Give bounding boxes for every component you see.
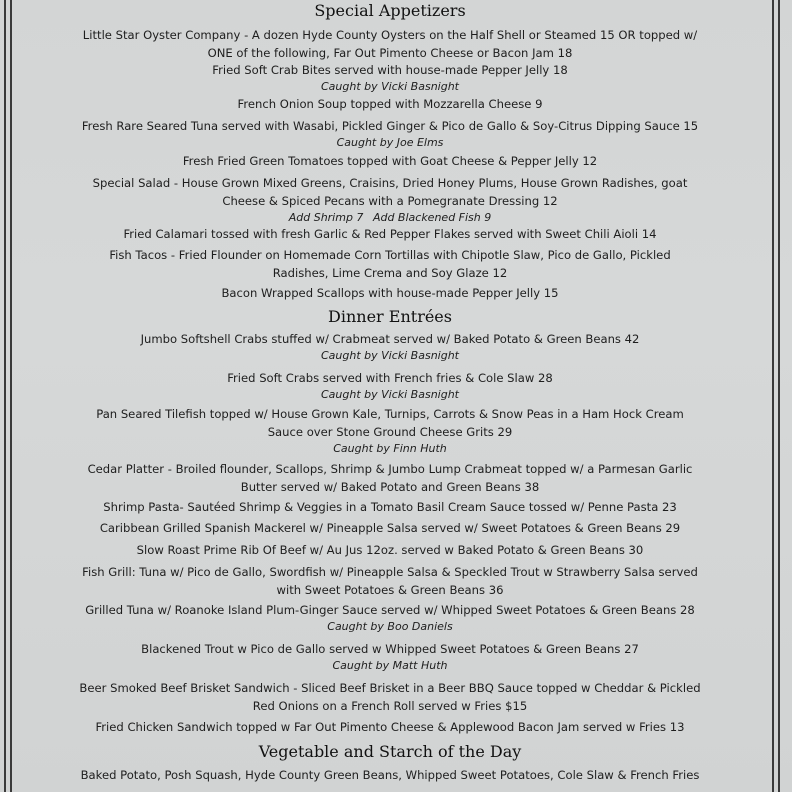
item-credit: Caught by Boo Daniels	[327, 620, 453, 633]
item-text: Slow Roast Prime Rib Of Beef w/ Au Jus 12oz. served w Baked Potato & Green Beans 30	[136, 543, 644, 557]
item-text-cont: Radishes, Lime Crema and Soy Glaze 12	[272, 266, 508, 280]
item-text: Fried Chicken Sandwich topped w Far Out Pimento Cheese & Applewood Bacon Jam served w Fries 13	[95, 720, 685, 734]
item-text: Fresh Fried Green Tomatoes topped with Goat Cheese & Pepper Jelly 12	[182, 154, 598, 168]
border-rule	[772, 0, 774, 792]
item-text-cont: Sauce over Stone Ground Cheese Grits 29	[267, 425, 513, 439]
menu-item	[60, 225, 720, 243]
item-credit: Caught by Vicki Basnight	[320, 80, 459, 93]
section-heading: Vegetable and Starch of the Day	[258, 742, 522, 761]
border-rule	[10, 0, 12, 792]
menu-item	[60, 284, 720, 302]
menu-item	[60, 718, 720, 736]
item-text: Fried Soft Crabs served with French fries & Cole Slaw 28	[227, 371, 553, 385]
menu-item	[60, 601, 720, 635]
appetizers-section	[60, 0, 720, 22]
item-credit: Caught by Vicki Basnight	[320, 349, 459, 362]
item-text: Little Star Oyster Company - A dozen Hyde County Oysters on the Half Shell or Steamed 15 OR topped w/	[82, 28, 698, 42]
menu-item	[60, 330, 720, 364]
menu-item	[60, 117, 720, 151]
item-text-cont: Cheese & Spiced Pecans with a Pomegranate Dressing 12	[222, 194, 558, 208]
item-text: Fried Soft Crab Bites served with house-made Pepper Jelly 18	[212, 63, 568, 77]
item-text: Fresh Rare Seared Tuna served with Wasabi, Pickled Ginger & Pico de Gallo & Soy-Citrus Dipping Sauce 15	[81, 119, 699, 133]
border-rule	[778, 0, 780, 792]
item-text: Grilled Tuna w/ Roanoke Island Plum-Ginger Sauce served w/ Whipped Sweet Potatoes & Green Beans 28	[85, 603, 695, 617]
menu-item	[60, 563, 720, 599]
menu-item	[60, 246, 720, 282]
item-text: Jumbo Softshell Crabs stuffed w/ Crabmeat served w/ Baked Potato & Green Beans 42	[140, 332, 640, 346]
item-text-cont: Red Onions on a French Roll served w Fries $15	[252, 699, 528, 713]
section-heading: Dinner Entrées	[328, 307, 452, 326]
menu-item	[60, 369, 720, 403]
menu-item	[60, 519, 720, 537]
item-addons	[60, 210, 720, 226]
border-rule	[4, 0, 6, 792]
menu-item	[60, 679, 720, 715]
menu-item	[60, 61, 720, 95]
item-text: Fish Grill: Tuna w/ Pico de Gallo, Swordfish w/ Pineapple Salsa & Speckled Trout w Strawberry Salsa served	[82, 565, 698, 579]
item-text: Caribbean Grilled Spanish Mackerel w/ Pineapple Salsa served w/ Sweet Potatoes & Green Beans 29	[99, 521, 681, 535]
sides-text: Baked Potato, Posh Squash, Hyde County Green Beans, Whipped Sweet Potatoes, Cole Slaw & French Fries	[80, 768, 700, 782]
menu-item	[60, 460, 720, 496]
sides-section	[60, 741, 720, 763]
addon-fish: Add Blackened Fish 9	[372, 211, 492, 224]
item-text: Fried Calamari tossed with fresh Garlic & Red Pepper Flakes served with Sweet Chili Aioli 14	[123, 227, 657, 241]
item-text-cont: with Sweet Potatoes & Green Beans 36	[276, 583, 504, 597]
menu-item	[60, 541, 720, 559]
item-text-cont: ONE of the following, Far Out Pimento Cheese or Bacon Jam 18	[207, 46, 573, 60]
item-text: French Onion Soup topped with Mozzarella Cheese 9	[237, 97, 543, 111]
menu-item	[60, 640, 720, 674]
sides-list	[60, 766, 720, 784]
item-text: Beer Smoked Beef Brisket Sandwich - Sliced Beef Brisket in a Beer BBQ Sauce topped w Cheddar & Pickled	[79, 681, 701, 695]
section-heading: Special Appetizers	[314, 1, 466, 20]
item-text-cont: Butter served w/ Baked Potato and Green Beans 38	[240, 480, 540, 494]
item-text: Special Salad - House Grown Mixed Greens, Craisins, Dried Honey Plums, House Grown Radishes, goat	[92, 176, 688, 190]
menu-item	[60, 152, 720, 170]
item-text: Pan Seared Tilefish topped w/ House Grown Kale, Turnips, Carrots & Snow Peas in a Ham Hock Cream	[96, 407, 684, 421]
item-text: Shrimp Pasta- Sautéed Shrimp & Veggies in a Tomato Basil Cream Sauce tossed w/ Penne Pasta 23	[103, 500, 677, 514]
item-text: Bacon Wrapped Scallops with house-made Pepper Jelly 15	[221, 286, 559, 300]
menu-item	[60, 405, 720, 457]
menu-item	[60, 26, 720, 62]
menu-item	[60, 174, 720, 226]
item-credit: Caught by Vicki Basnight	[320, 388, 459, 401]
item-credit: Caught by Matt Huth	[332, 659, 448, 672]
item-text: Cedar Platter - Broiled flounder, Scallops, Shrimp & Jumbo Lump Crabmeat topped w/ a Parmesan Garlic	[87, 462, 693, 476]
item-credit: Caught by Finn Huth	[333, 442, 447, 455]
item-text: Blackened Trout w Pico de Gallo served w Whipped Sweet Potatoes & Green Beans 27	[141, 642, 639, 656]
item-text: Fish Tacos - Fried Flounder on Homemade Corn Tortillas with Chipotle Slaw, Pico de Gallo, Pickled	[109, 248, 671, 262]
item-credit: Caught by Joe Elms	[336, 136, 444, 149]
entrees-section	[60, 306, 720, 328]
menu-item	[60, 95, 720, 113]
menu-item	[60, 498, 720, 516]
addon-shrimp: Add Shrimp 7	[288, 211, 364, 224]
